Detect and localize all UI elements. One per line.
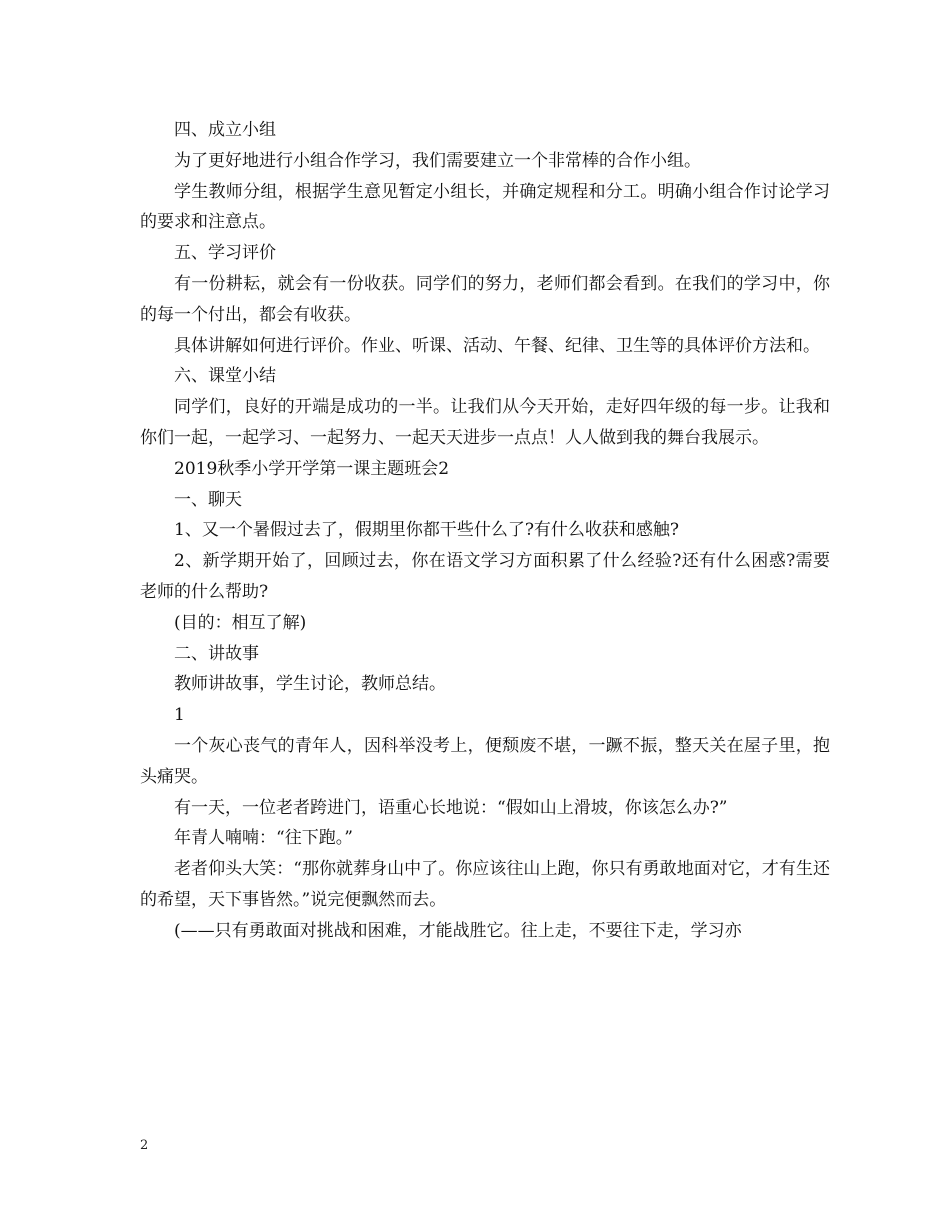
paragraph: 教师讲故事，学生讨论，教师总结。 [174, 674, 446, 695]
paragraph: 有一份耕耘，就会有一份收获。同学们的努力，老师们都会看到。在我们的学习中，你的每一个付出，都会有收获。 [140, 273, 830, 325]
paragraph: 为了更好地进行小组合作学习，我们需要建立一个非常棒的合作小组。 [174, 150, 701, 171]
paragraph: 具体讲解如何进行评价。作业、听课、活动、午餐、纪律、卫生等的具体评价方法和。 [174, 335, 820, 356]
paragraph: (——只有勇敢面对挑战和困难，才能战胜它。往上走，不要往下走，学习亦 [174, 920, 742, 941]
paragraph: (目的：相互了解) [174, 612, 307, 633]
document-body [140, 115, 830, 947]
list-item: 2、新学期开始了，回顾过去，你在语文学习方面积累了什么经验?还有什么困惑?需要老师的什么帮助? [140, 551, 830, 602]
paragraph: 一个灰心丧气的青年人，因科举没考上，便颓废不堪，一蹶不振，整天关在屋子里，抱头痛哭。 [140, 735, 830, 787]
list-item: 1、又一个暑假过去了，假期里你都干些什么了?有什么收获和感触? [174, 520, 680, 541]
paragraph: 老者仰头大笑：“那你就葬身山中了。你应该往山上跑，你只有勇敢地面对它，才有生还的希望，天下事皆然。”说完便飘然而去。 [140, 859, 830, 910]
heading-section-2: 二、讲故事 [174, 643, 259, 664]
paragraph: 有一天，一位老者跨进门，语重心长地说：“假如山上滑坡，你该怎么办?” [174, 797, 728, 818]
heading-section-4: 四、成立小组 [174, 120, 276, 140]
paragraph: 同学们，良好的开端是成功的一半。让我们从今天开始，走好四年级的每一步。让我和你们一起，一起学习、一起努力、一起天天进步一点点！人人做到我的舞台我展示。 [140, 397, 830, 448]
heading-section-1: 一、聊天 [174, 489, 242, 510]
article-title-2: 2019秋季小学开学第一课主题班会2 [174, 458, 450, 479]
paragraph: 年青人喃喃：“往下跑。” [174, 828, 353, 849]
heading-section-6: 六、课堂小结 [174, 366, 276, 387]
heading-section-5: 五、学习评价 [174, 243, 276, 264]
paragraph: 学生教师分组，根据学生意见暂定小组长，并确定规程和分工。明确小组合作讨论学习的要求和注意点。 [140, 181, 830, 233]
page-number: 2 [140, 1138, 149, 1153]
story-number: 1 [174, 705, 185, 726]
